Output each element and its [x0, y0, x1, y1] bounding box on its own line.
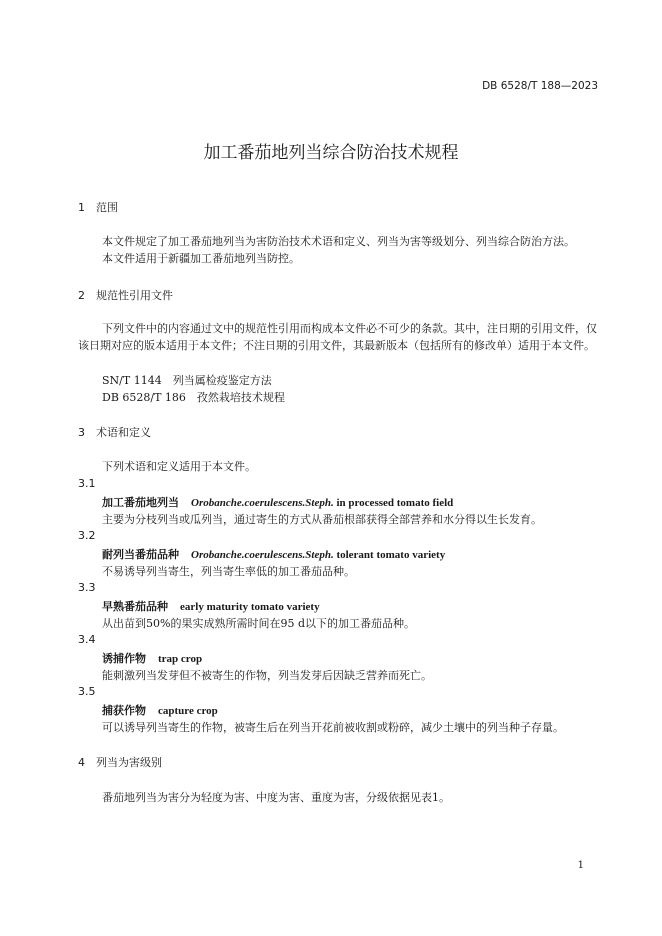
- term-heading: [102, 546, 445, 562]
- term-en: [158, 653, 202, 665]
- term-definition: 主要为分枝列当或瓜列当，通过寄生的方式从番茄根部获得全部营养和水分得以生长发育。: [102, 513, 542, 526]
- section-title: 规范性引用文件: [96, 289, 173, 302]
- reference-item: DB 6528/T 186 孜然栽培技术规程: [102, 391, 285, 404]
- term-definition: 不易诱导列当寄生，列当寄生率低的加工番茄品种。: [102, 565, 355, 578]
- section-heading-terms: [78, 424, 151, 440]
- document-code: DB 6528/T 188—2023: [482, 80, 598, 92]
- term-heading: [102, 650, 202, 666]
- term-number: 3.5: [78, 685, 96, 698]
- term-en-rest: in processed tomato field: [333, 497, 454, 509]
- harm-level-paragraph: 番茄地列当为害分为轻度为害、中度为害、重度为害，分级依据见表1。: [102, 791, 450, 804]
- section-number: 2: [78, 289, 85, 302]
- document-title: 加工番茄地列当综合防治技术规程: [203, 143, 459, 163]
- term-zh: 耐列当番茄品种: [102, 548, 179, 561]
- section-heading-harm-level: [78, 754, 162, 770]
- section-title: 范围: [96, 201, 118, 214]
- term-en: [191, 497, 453, 509]
- term-heading: [102, 494, 453, 510]
- term-number: 3.4: [78, 633, 96, 646]
- term-en: [158, 705, 218, 717]
- section-number: 4: [78, 756, 85, 769]
- section-heading-scope: [78, 199, 118, 215]
- term-number: 3.3: [78, 581, 96, 594]
- section-title: 术语和定义: [96, 426, 151, 439]
- term-heading: [102, 598, 320, 614]
- page-number: 1: [577, 860, 584, 871]
- term-en: [191, 549, 445, 561]
- term-definition: 可以诱导列当寄生的作物，被寄生后在列当开花前被收割或粉碎，减少土壤中的列当种子存量。: [102, 721, 564, 734]
- scope-paragraph-1: 本文件规定了加工番茄地列当为害防治技术术语和定义、列当为害等级划分、列当综合防治方法。: [102, 235, 575, 248]
- term-zh: 捕获作物: [102, 704, 146, 717]
- term-number: 3.1: [78, 477, 96, 490]
- references-intro: 下列文件中的内容通过文中的规范性引用而构成本文件必不可少的条款。其中，注日期的引用文件，仅该日期对应的版本适用于本文件；不注日期的引用文件，其最新版本（包括所有的修改单）适用于本文件。: [78, 322, 597, 352]
- section-heading-references: [78, 287, 173, 303]
- section-number: 1: [78, 201, 85, 214]
- terms-intro: 下列术语和定义适用于本文件。: [102, 460, 256, 473]
- term-zh: 诱捕作物: [102, 652, 146, 665]
- term-definition: 从出苗到50%的果实成熟所需时间在95 d以下的加工番茄品种。: [102, 617, 415, 630]
- section-title: 列当为害级别: [96, 756, 162, 769]
- term-en-rest: tolerant tomato variety: [333, 549, 446, 561]
- term-en: [180, 601, 320, 613]
- term-heading: [102, 702, 218, 718]
- term-zh: 加工番茄地列当: [102, 496, 179, 509]
- term-en-italic: Orobanche.coerulescens.Steph.: [191, 549, 334, 561]
- term-number: 3.2: [78, 529, 96, 542]
- term-en-rest: early maturity tomato variety: [180, 601, 320, 613]
- scope-paragraph-2: 本文件适用于新疆加工番茄地列当防控。: [102, 252, 300, 265]
- term-en-rest: trap crop: [158, 653, 203, 665]
- reference-item: SN/T 1144 列当属检疫鉴定方法: [102, 374, 272, 387]
- term-en-italic: Orobanche.coerulescens.Steph.: [191, 497, 334, 509]
- term-en-rest: capture crop: [158, 705, 218, 717]
- section-number: 3: [78, 426, 85, 439]
- term-definition: 能刺激列当发芽但不被寄生的作物，列当发芽后因缺乏营养而死亡。: [102, 669, 432, 682]
- term-zh: 早熟番茄品种: [102, 600, 168, 613]
